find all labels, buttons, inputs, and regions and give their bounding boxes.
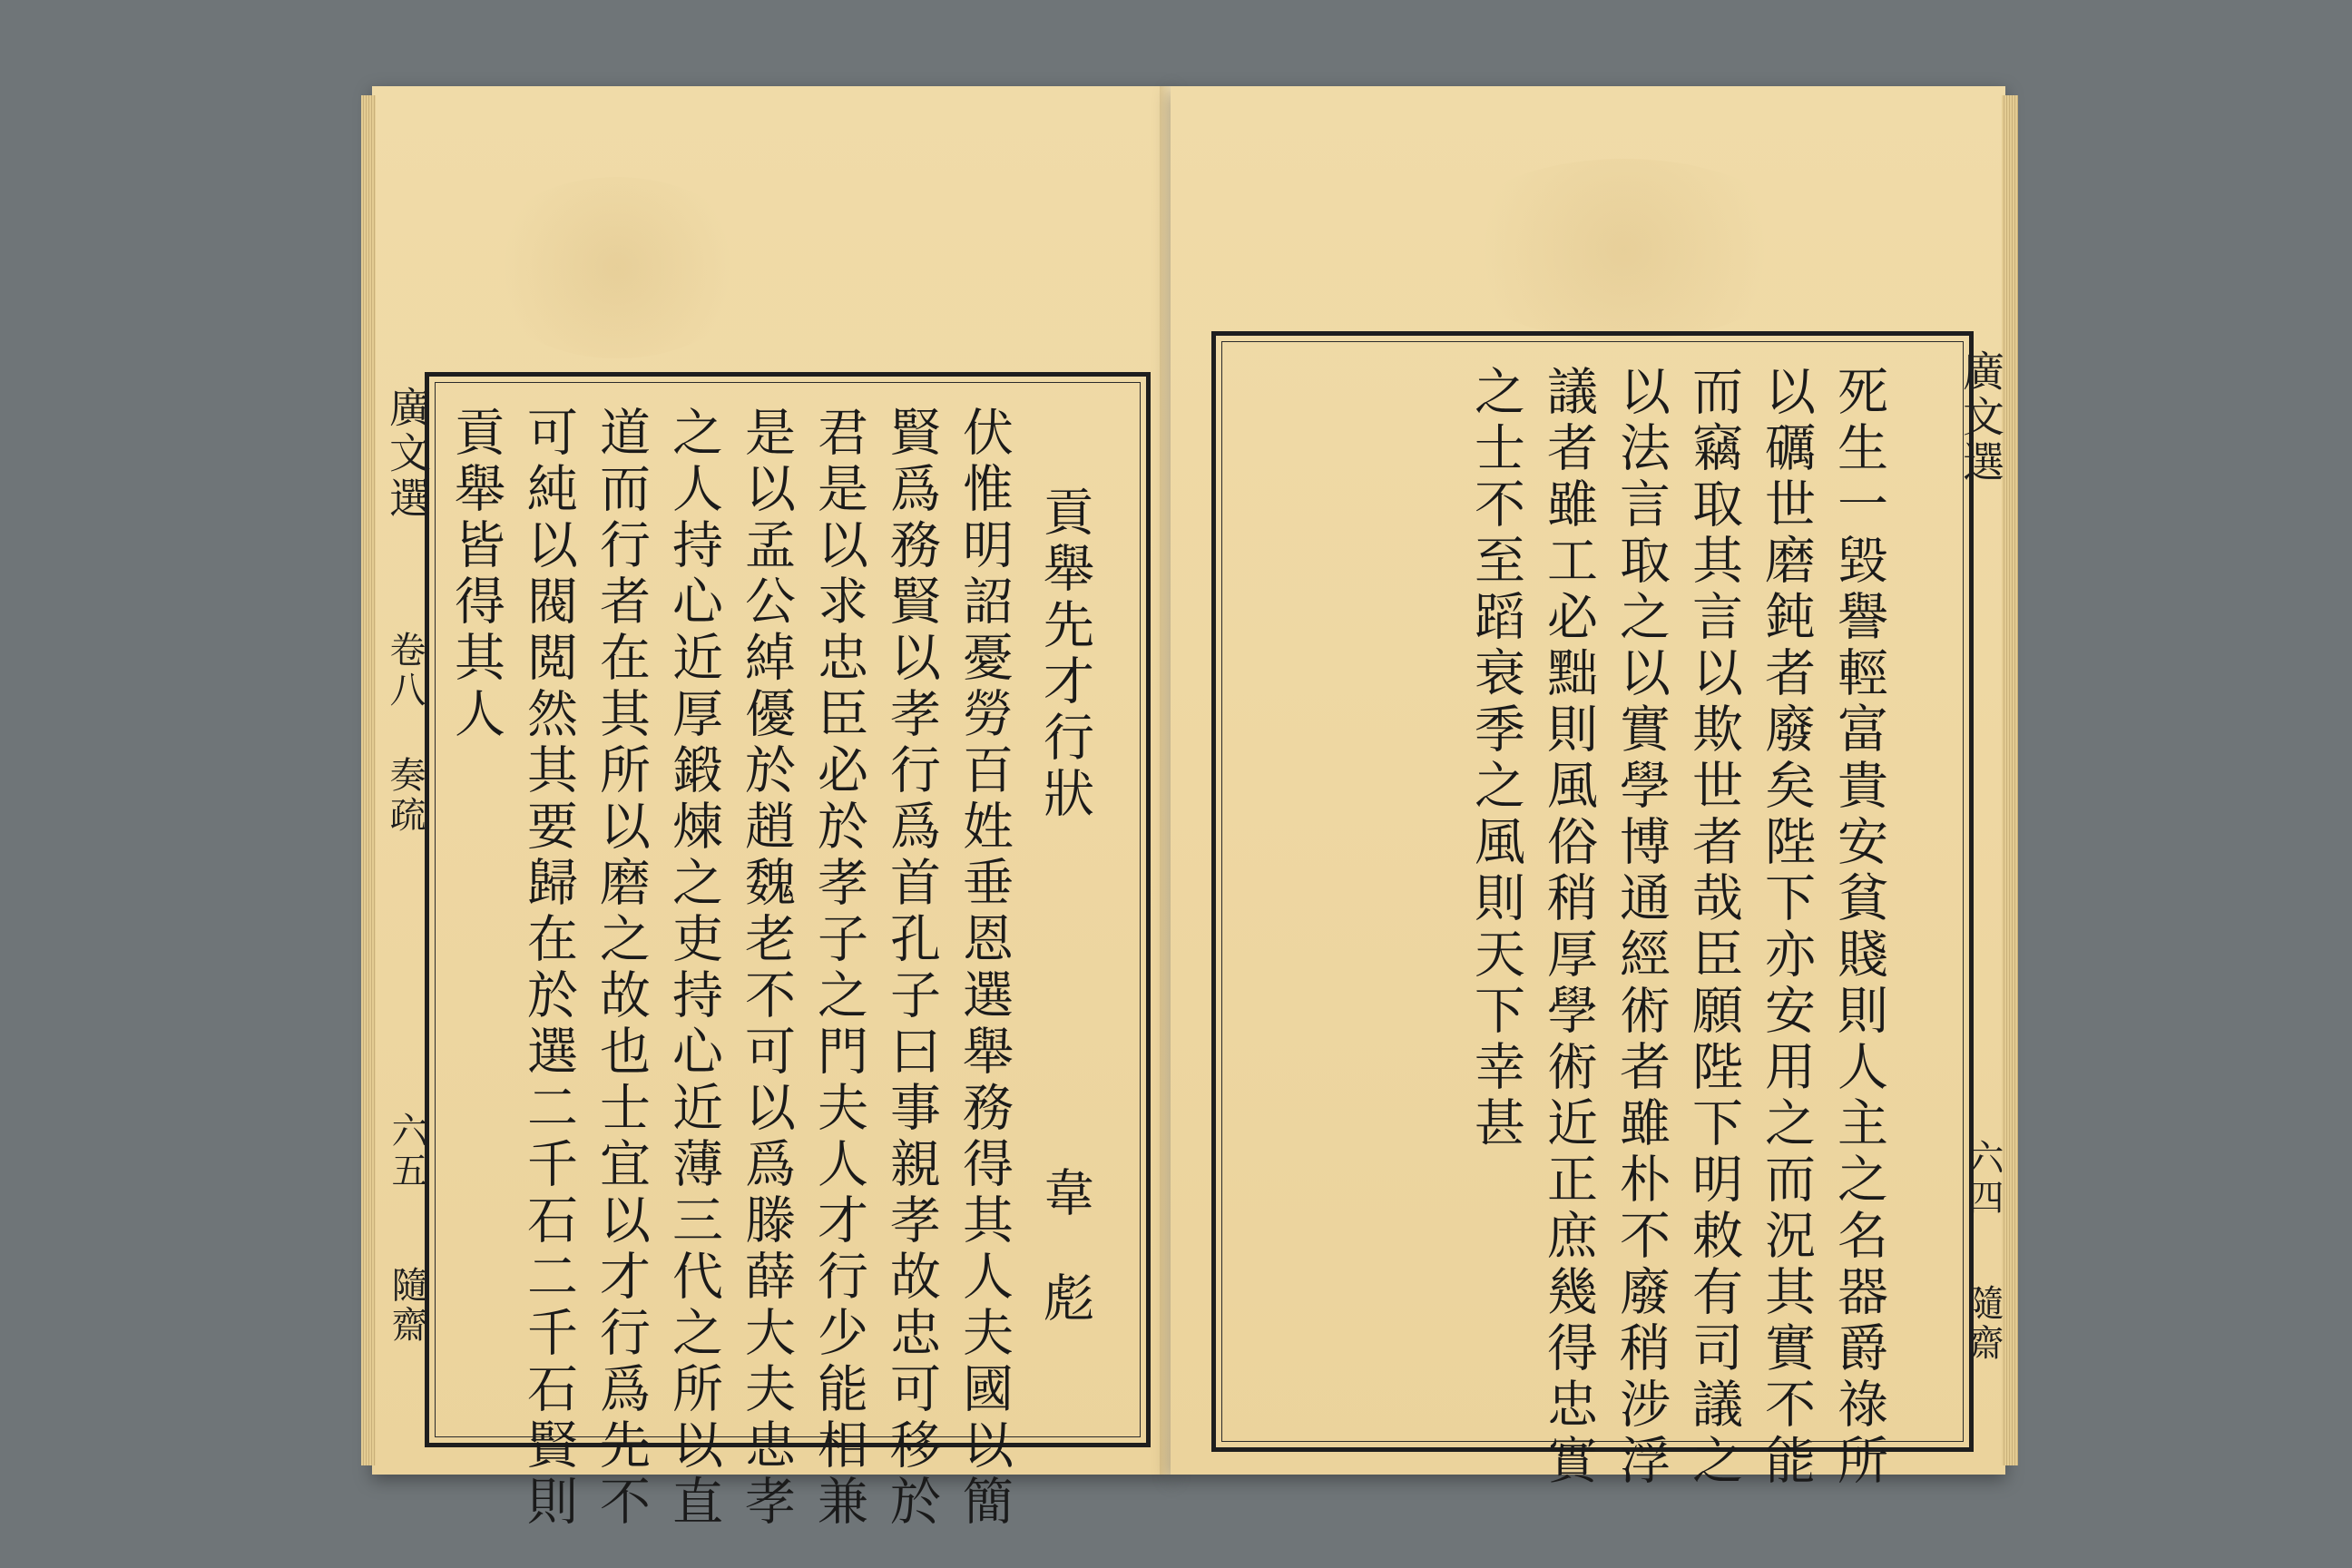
edge-book-title: 廣文選 bbox=[1956, 349, 2005, 485]
text-column-7: 可純以閥閲然其要歸在於選二千石二千石賢則 bbox=[519, 406, 578, 1531]
edge-hall-name: 隨齋 bbox=[386, 1266, 427, 1346]
edge-volume: 卷八 奏疏 bbox=[384, 631, 426, 836]
text-column-6: 之士不至蹈衰季之風則天下幸甚 bbox=[1466, 365, 1525, 1152]
author-name: 韋彪 bbox=[1035, 1166, 1094, 1377]
left-page bbox=[372, 86, 1172, 1531]
text-column-4: 是以孟公綽優於趙魏老不可以爲滕薛大夫忠孝 bbox=[737, 406, 796, 1531]
text-column-5: 之人持心近厚鍛煉之吏持心近薄三代之所以直 bbox=[664, 406, 723, 1531]
right-page bbox=[1171, 86, 2005, 1490]
text-column-4: 以法言取之以實學博通經術者雖朴不廢稍涉浮 bbox=[1612, 365, 1671, 1490]
page-edges bbox=[361, 95, 376, 1465]
text-column-2: 以礪世磨鈍者廢矣陛下亦安用之而況其實不能 bbox=[1757, 365, 1816, 1490]
text-frame bbox=[425, 372, 1151, 1531]
edge-book-title: 廣文選 bbox=[383, 386, 432, 522]
text-column-2: 賢爲務賢以孝行爲首孔子曰事親孝故忠可移於 bbox=[882, 406, 941, 1531]
text-column-1: 伏惟明詔憂勞百姓垂恩選舉務得其人夫國以簡 bbox=[955, 406, 1014, 1531]
text-column-8: 貢舉皆得其人 bbox=[446, 406, 505, 743]
text-frame bbox=[1211, 331, 1974, 1490]
edge-page-number: 六四 bbox=[1962, 1139, 2004, 1219]
paper-stain bbox=[481, 177, 753, 358]
text-column-6: 道而行者在其所以磨之故也士宜以才行爲先不 bbox=[592, 406, 651, 1531]
paper-stain bbox=[1443, 159, 1806, 340]
open-book bbox=[372, 86, 2005, 1531]
section-title: 貢舉先才行狀 bbox=[1035, 485, 1094, 823]
edge-hall-name: 隨齋 bbox=[1962, 1284, 2004, 1364]
text-column-3: 君是以求忠臣必於孝子之門夫人才行少能相兼 bbox=[809, 406, 868, 1531]
edge-page-number: 六五 bbox=[386, 1112, 427, 1191]
text-column-3: 而竊取其言以欺世者哉臣願陛下明敕有司議之 bbox=[1684, 365, 1743, 1490]
page-edges bbox=[2002, 95, 2018, 1465]
text-column-1: 死生一毀譽輕富貴安貧賤則人主之名器爵祿所 bbox=[1829, 365, 1888, 1490]
text-column-5: 議者雖工必黜則風俗稍厚學術近正庶幾得忠實 bbox=[1539, 365, 1598, 1490]
